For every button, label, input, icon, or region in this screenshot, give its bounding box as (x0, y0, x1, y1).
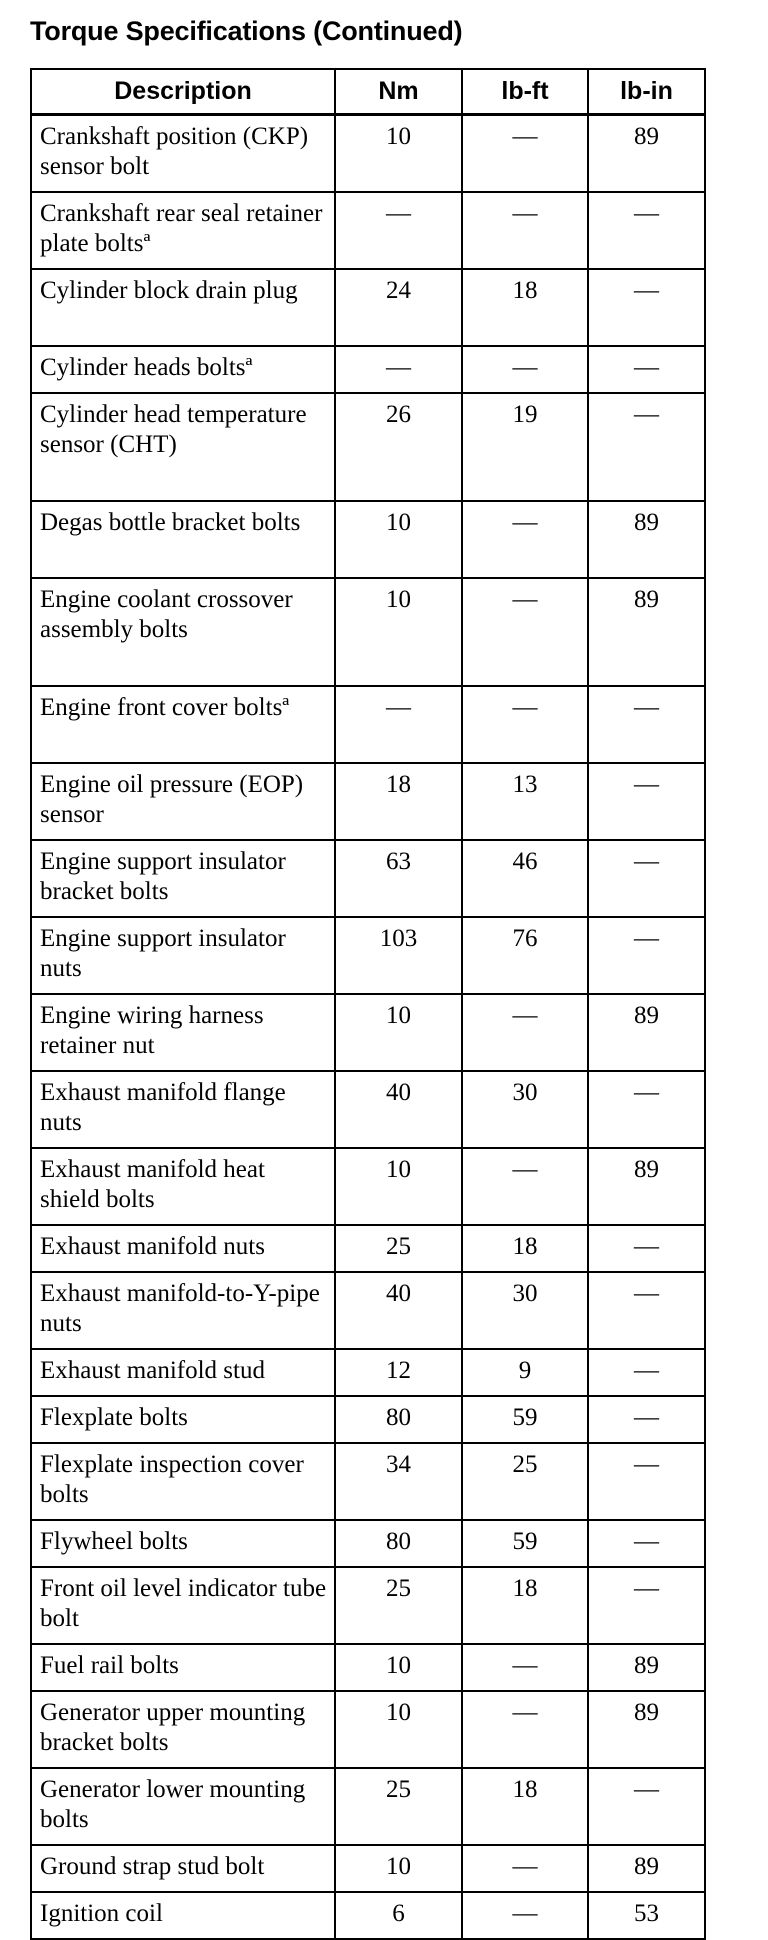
cell-lb-in: — (588, 393, 705, 501)
table-row (31, 1396, 705, 1443)
cell-nm: 103 (335, 917, 462, 994)
cell-lb-ft: — (462, 578, 588, 686)
cell-description: Generator lower mounting bolts (31, 1768, 335, 1845)
cell-nm: 10 (335, 115, 462, 193)
cell-lb-ft: 18 (462, 269, 588, 346)
table-row (31, 346, 705, 393)
table-row (31, 115, 705, 193)
cell-lb-in: — (588, 1349, 705, 1396)
cell-lb-ft: — (462, 1691, 588, 1768)
cell-lb-ft: 18 (462, 1768, 588, 1845)
cell-lb-ft: 9 (462, 1349, 588, 1396)
cell-lb-in: 89 (588, 501, 705, 578)
cell-lb-in: — (588, 1567, 705, 1644)
table-row (31, 1691, 705, 1768)
table-row (31, 1768, 705, 1845)
cell-lb-in: — (588, 1768, 705, 1845)
cell-description: Ground strap stud bolt (31, 1845, 335, 1892)
cell-lb-in: — (588, 917, 705, 994)
cell-nm: 10 (335, 994, 462, 1071)
cell-description: Exhaust manifold heat shield bolts (31, 1148, 335, 1225)
cell-nm: 40 (335, 1071, 462, 1148)
cell-lb-ft: 13 (462, 763, 588, 840)
cell-description: Flywheel bolts (31, 1520, 335, 1567)
torque-spec-table (30, 68, 706, 1940)
table-row (31, 393, 705, 501)
table-row (31, 917, 705, 994)
cell-description: Engine oil pressure (EOP) sensor (31, 763, 335, 840)
cell-description: Flexplate bolts (31, 1396, 335, 1443)
cell-lb-ft: 46 (462, 840, 588, 917)
cell-description: Cylinder head temperature sensor (CHT) (31, 393, 335, 501)
cell-lb-in: — (588, 840, 705, 917)
cell-lb-ft: — (462, 686, 588, 763)
cell-description: Ignition coil (31, 1892, 335, 1939)
cell-description: Crankshaft position (CKP) sensor bolt (31, 115, 335, 193)
cell-nm: — (335, 346, 462, 393)
cell-nm: 6 (335, 1892, 462, 1939)
header-nm: Nm (335, 69, 462, 115)
header-lb-ft: lb-ft (462, 69, 588, 115)
cell-lb-ft: 18 (462, 1225, 588, 1272)
table-row (31, 1892, 705, 1939)
table-row (31, 763, 705, 840)
cell-lb-in: — (588, 346, 705, 393)
cell-nm: 10 (335, 1691, 462, 1768)
cell-lb-in: — (588, 1272, 705, 1349)
cell-description: Exhaust manifold flange nuts (31, 1071, 335, 1148)
cell-lb-in: — (588, 269, 705, 346)
table-row (31, 1225, 705, 1272)
cell-lb-in: 53 (588, 1892, 705, 1939)
cell-description: Front oil level indicator tube bolt (31, 1567, 335, 1644)
table-row (31, 1148, 705, 1225)
page-title: Torque Specifications (Continued) (30, 16, 463, 46)
cell-lb-ft: 30 (462, 1272, 588, 1349)
cell-lb-in: — (588, 686, 705, 763)
cell-lb-ft: — (462, 501, 588, 578)
table-row (31, 1443, 705, 1520)
cell-lb-ft: 30 (462, 1071, 588, 1148)
cell-nm: 10 (335, 1148, 462, 1225)
cell-description: Fuel rail bolts (31, 1644, 335, 1691)
table-row (31, 192, 705, 269)
cell-nm: 63 (335, 840, 462, 917)
cell-lb-in: — (588, 1071, 705, 1148)
cell-lb-ft: 59 (462, 1396, 588, 1443)
cell-description: Engine support insulator nuts (31, 917, 335, 994)
cell-description: Engine support insulator bracket bolts (31, 840, 335, 917)
cell-description: Generator upper mounting bracket bolts (31, 1691, 335, 1768)
table-row (31, 1644, 705, 1691)
header-description: Description (31, 69, 335, 115)
cell-lb-ft: — (462, 994, 588, 1071)
cell-description: Degas bottle bracket bolts (31, 501, 335, 578)
table-row (31, 501, 705, 578)
cell-lb-in: — (588, 1443, 705, 1520)
cell-lb-in: 89 (588, 578, 705, 686)
cell-description: Exhaust manifold-to-Y-pipe nuts (31, 1272, 335, 1349)
cell-lb-ft: 18 (462, 1567, 588, 1644)
table-row (31, 1845, 705, 1892)
table-row (31, 1567, 705, 1644)
cell-description: Engine coolant crossover assembly bolts (31, 578, 335, 686)
cell-nm: 80 (335, 1520, 462, 1567)
cell-description: Engine wiring harness retainer nut (31, 994, 335, 1071)
cell-lb-ft: 25 (462, 1443, 588, 1520)
cell-lb-in: — (588, 1396, 705, 1443)
cell-lb-in: 89 (588, 1691, 705, 1768)
cell-lb-ft: 19 (462, 393, 588, 501)
cell-nm: — (335, 192, 462, 269)
cell-nm: 26 (335, 393, 462, 501)
cell-nm: 80 (335, 1396, 462, 1443)
cell-lb-ft: — (462, 1644, 588, 1691)
cell-nm: 24 (335, 269, 462, 346)
cell-description: Flexplate inspection cover bolts (31, 1443, 335, 1520)
header-lb-in: lb-in (588, 69, 705, 115)
cell-nm: 25 (335, 1768, 462, 1845)
cell-nm: 34 (335, 1443, 462, 1520)
cell-lb-ft: — (462, 192, 588, 269)
cell-nm: 10 (335, 1644, 462, 1691)
cell-nm: 40 (335, 1272, 462, 1349)
cell-nm: 10 (335, 501, 462, 578)
cell-nm: — (335, 686, 462, 763)
cell-nm: 18 (335, 763, 462, 840)
table-row (31, 1520, 705, 1567)
cell-description: Crankshaft rear seal retainer plate boltsª (31, 192, 335, 269)
cell-description: Cylinder heads boltsª (31, 346, 335, 393)
cell-nm: 25 (335, 1225, 462, 1272)
cell-lb-in: — (588, 1520, 705, 1567)
cell-lb-in: 89 (588, 994, 705, 1071)
cell-nm: 25 (335, 1567, 462, 1644)
cell-lb-in: — (588, 192, 705, 269)
cell-nm: 12 (335, 1349, 462, 1396)
cell-lb-ft: — (462, 115, 588, 193)
cell-lb-ft: — (462, 1892, 588, 1939)
table-row (31, 1272, 705, 1349)
table-row (31, 994, 705, 1071)
table-row (31, 578, 705, 686)
cell-description: Engine front cover boltsª (31, 686, 335, 763)
table-row (31, 840, 705, 917)
cell-lb-ft: — (462, 1845, 588, 1892)
cell-nm: 10 (335, 578, 462, 686)
cell-description: Cylinder block drain plug (31, 269, 335, 346)
table-row (31, 269, 705, 346)
cell-description: Exhaust manifold stud (31, 1349, 335, 1396)
cell-lb-in: 89 (588, 1845, 705, 1892)
cell-lb-ft: 59 (462, 1520, 588, 1567)
cell-lb-ft: 76 (462, 917, 588, 994)
cell-lb-ft: — (462, 1148, 588, 1225)
cell-lb-in: 89 (588, 1644, 705, 1691)
table-header-row (31, 69, 705, 115)
cell-lb-in: 89 (588, 1148, 705, 1225)
cell-lb-in: 89 (588, 115, 705, 193)
cell-lb-in: — (588, 763, 705, 840)
table-row (31, 686, 705, 763)
cell-description: Exhaust manifold nuts (31, 1225, 335, 1272)
cell-lb-ft: — (462, 346, 588, 393)
table-row (31, 1071, 705, 1148)
table-row (31, 1349, 705, 1396)
cell-lb-in: — (588, 1225, 705, 1272)
cell-nm: 10 (335, 1845, 462, 1892)
